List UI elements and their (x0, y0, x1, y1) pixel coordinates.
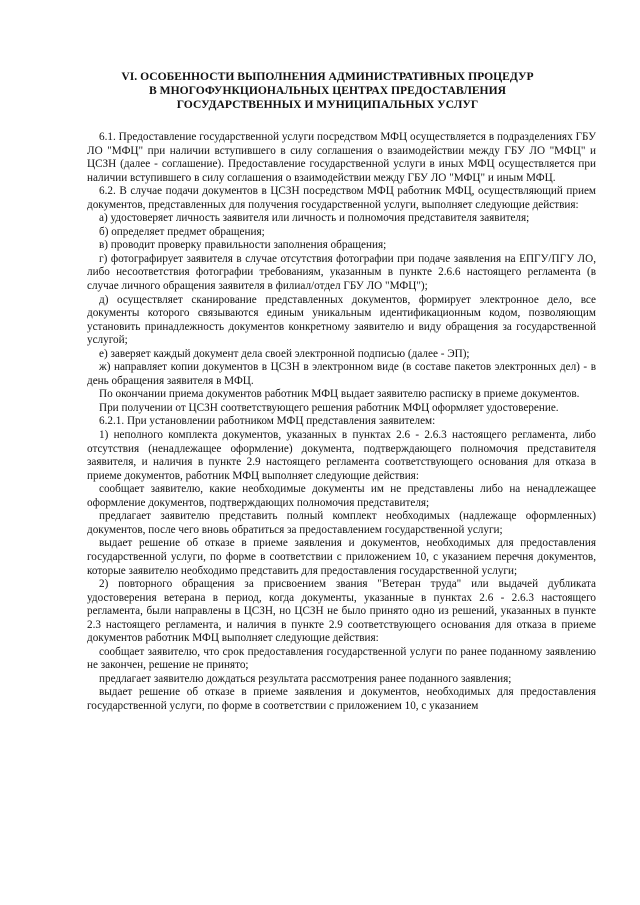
paragraph: выдает решение об отказе в приеме заявления и документов, необходимых для предоставления государственной услуги, по форме в соответствии с приложением 10, с указанием перечня документов, которые заявителю необходимо представить для предоставления государственной услуги; (87, 537, 596, 577)
list-item-b: б) определяет предмет обращения; (99, 225, 265, 238)
paragraph-6-2: 6.2. В случае подачи документов в ЦСЗН посредством МФЦ работник МФЦ, осуществляющий прием документов, представленных для получения государственной услуги, выполняет следующие действия: (87, 185, 596, 211)
paragraph: выдает решение об отказе в приеме заявления и документов, необходимых для предоставления государственной услуги, по форме в соответствии с приложением 10, с указанием (87, 686, 596, 712)
paragraph: предлагает заявителю дождаться результата рассмотрения ранее поданного заявления; (99, 672, 512, 685)
list-item-d: д) осуществляет сканирование представленных документов, формирует электронное дело, все документы которого связываются единым уникальным идентификационным кодом, позволяющим установить принадлежность документов конкретному заявителю и виду обращения за государственной услугой; (87, 293, 596, 347)
list-item-zh: ж) направляет копии документов в ЦСЗН в электронном виде (в составе пакетов электронных дел) - в день обращения заявителя в МФЦ. (87, 361, 596, 387)
list-item-e: е) заверяет каждый документ дела своей электронной подписью (далее - ЭП); (99, 347, 470, 360)
list-item-1: 1) неполного комплекта документов, указанных в пунктах 2.6 - 2.6.3 настоящего регламента, либо отсутствия (ненадлежащее оформление) документа, подтверждающего полномочия представителя заявителя, и наличия в пункте 2.9 настоящего регламента соответствующего основания для отказа в приеме документов, работник МФЦ выполняет следующие действия: (87, 429, 596, 482)
list-item-a: а) удостоверяет личность заявителя или личность и полномочия представителя заявителя; (99, 212, 530, 225)
document-body (87, 131, 596, 714)
paragraph: По окончании приема документов работник МФЦ выдает заявителю расписку в приеме документов. (99, 388, 580, 401)
title-line: ГОСУДАРСТВЕННЫХ И МУНИЦИПАЛЬНЫХ УСЛУГ (176, 98, 479, 111)
paragraph: сообщает заявителю, что срок предоставления государственной услуги по ранее поданному заявлению не закончен, решение не принято; (87, 645, 596, 672)
list-item-2: 2) повторного обращения за присвоением звания "Ветеран труда" или выдачей дубликата удостоверения ветерана в период, когда документы, указанные в пунктах 2.6 - 2.6.3 настоящего регламента, были направлены в ЦСЗН, но ЦСЗН не было принято одно из решений, указанных в пункте 2.3 настоящего регламента, и наличия в пункте 2.9 соответствующего основания для отказа в приеме документов работник МФЦ выполняет следующие действия: (87, 578, 596, 645)
title-line: VI. ОСОБЕННОСТИ ВЫПОЛНЕНИЯ АДМИНИСТРАТИВНЫХ ПРОЦЕДУР (121, 70, 534, 83)
paragraph: предлагает заявителю представить полный комплект необходимых (надлежаще оформленных) документов, после чего вновь обратиться за предоставлением государственной услуги; (87, 510, 596, 536)
paragraph-6-2-1: 6.2.1. При установлении работником МФЦ представления заявителем: (99, 415, 436, 428)
list-item-v: в) проводит проверку правильности заполнения обращения; (99, 239, 387, 252)
list-item-g: г) фотографирует заявителя в случае отсутствия фотографии при подаче заявления на ЕПГУ/ПГУ ЛО, либо несоответствия фотографии требованиям, указанным в пункте 2.6.6 настоящего регламента (в случае личного обращения заявителя в филиал/отдел ГБУ ЛО "МФЦ"); (87, 252, 596, 293)
title-line: В МНОГОФУНКЦИОНАЛЬНЫХ ЦЕНТРАХ ПРЕДОСТАВЛЕНИЯ (149, 84, 506, 97)
paragraph: сообщает заявителю, какие необходимые документы им не представлены либо на ненадлежащее оформление документов, подтверждающих полномочия представителя; (87, 483, 596, 509)
paragraph-6-1: 6.1. Предоставление государственной услуги посредством МФЦ осуществляется в подразделениях ГБУ ЛО "МФЦ" при наличии вступившего в силу соглашения о взаимодействии между ГБУ ЛО "МФЦ" и ЦСЗН (далее - соглашение). Предоставление государственной услуги в иных МФЦ осуществляется при наличии вступившего в силу соглашения о взаимодействии между ГБУ ЛО "МФЦ" и иным МФЦ. (87, 131, 596, 184)
paragraph: При получении от ЦСЗН соответствующего решения работник МФЦ оформляет удостоверение. (99, 401, 559, 414)
section-title (87, 70, 596, 112)
